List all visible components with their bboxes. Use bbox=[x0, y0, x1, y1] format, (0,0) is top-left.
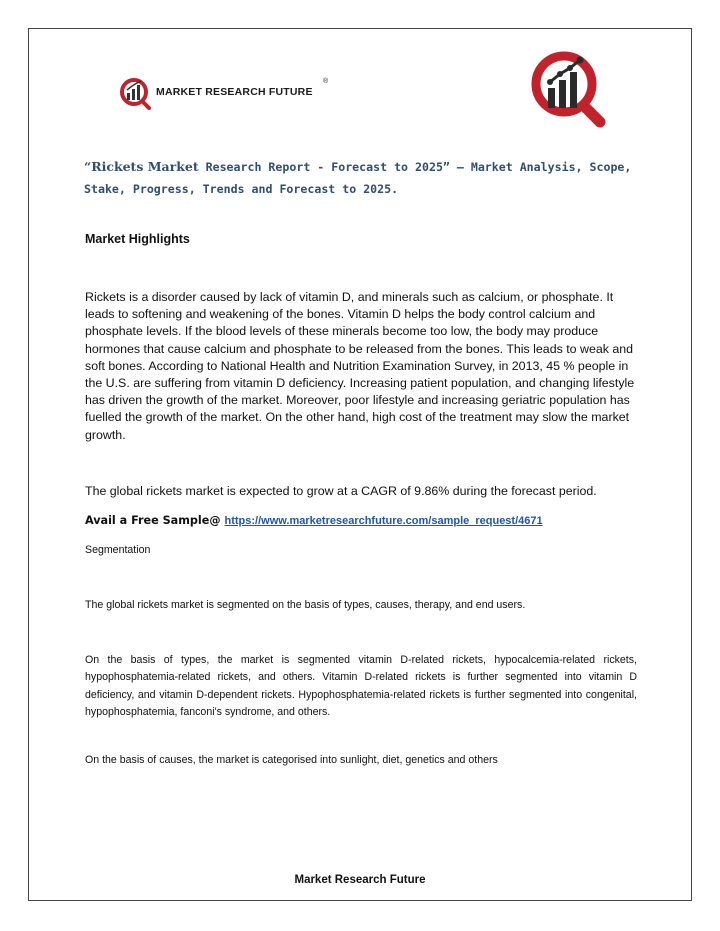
segmentation-label: Segmentation bbox=[85, 544, 151, 556]
paragraph-causes: On the basis of causes, the market is categorised into sunlight, diet, genetics and others bbox=[85, 754, 498, 766]
report-title bbox=[84, 156, 644, 200]
brand-name: MARKET RESEARCH FUTURE bbox=[156, 86, 313, 98]
sample-line bbox=[85, 513, 543, 527]
registered-mark: ® bbox=[323, 78, 329, 85]
paragraph-types: On the basis of types, the market is segmented vitamin D-related rickets, hypocalcemia-related rickets, hypophosphatemia-related rickets, and others. Vitamin D-related rickets is further segmented into vitamin D deficiency, and vitamin D-dependent rickets. Hypophosphatemia-related rickets is further segmented into congenital, hypophosphatemia, fanconi's syndrome, and others. bbox=[85, 654, 637, 718]
magnifier-bar-chart-logo-icon bbox=[528, 48, 610, 130]
paragraph-overview: Rickets is a disorder caused by lack of vitamin D, and minerals such as calcium, or phosphate. It leads to softening and weakening of the bones. Vitamin D helps the body control calcium and phosphate levels. If the blood levels of these minerals become too low, the body may produce hormones that cause calcium and phosphate to be released from the bones. This leads to weak and soft bones. According to National Health and Nutrition Examination Survey, in 2013, 45 % people in the U.S. are suffering from vitamin D deficiency. Increasing patient population, and changing lifestyle has driven the growth of the market. Moreover, poor lifestyle and increasing geriatric population has fuelled the growth of the market. On the other hand, high cost of the treatment may slow the market growth. bbox=[85, 290, 635, 442]
magnifier-bar-chart-logo-icon bbox=[118, 76, 154, 110]
section-heading: Market Highlights bbox=[85, 232, 190, 246]
paragraph-segmentation: The global rickets market is segmented on the basis of types, causes, therapy, and end users. bbox=[85, 599, 526, 611]
sample-label: Avail a Free Sample@ bbox=[85, 514, 221, 527]
report-title-rest: Research Report - Forecast to 2025” – Market Analysis, Scope, Stake, Progress, Trends and Forecast to 2025. bbox=[84, 160, 632, 196]
report-title-lead: “Rickets Market bbox=[84, 159, 199, 174]
sample-link[interactable]: https://www.marketresearchfuture.com/sample_request/4671 bbox=[224, 515, 543, 527]
paragraph-cagr: The global rickets market is expected to grow at a CAGR of 9.86% during the forecast period. bbox=[85, 484, 597, 498]
page-footer: Market Research Future bbox=[294, 874, 426, 886]
brand-logo bbox=[118, 76, 338, 110]
